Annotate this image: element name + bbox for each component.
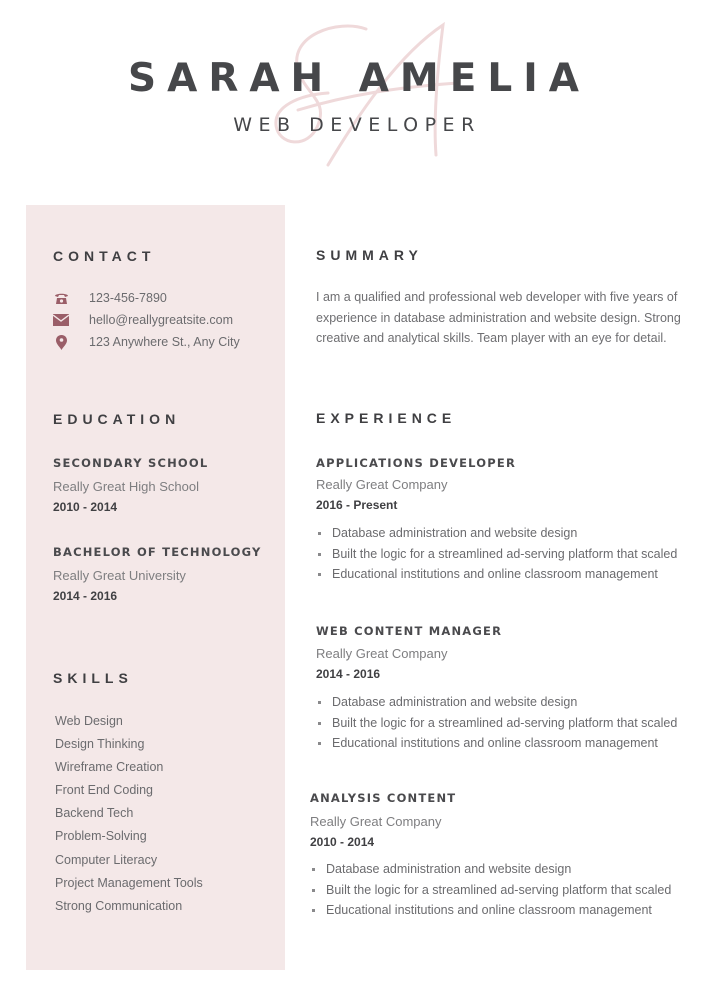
experience-heading: EXPERIENCE	[316, 410, 457, 426]
job-bullet-item: Educational institutions and online classroom management	[310, 902, 671, 923]
contact-phone	[53, 289, 167, 307]
job-bullet-item: Educational institutions and online classroom management	[316, 566, 677, 587]
job-position: ANALYSIS CONTENT	[310, 791, 457, 805]
education-years: 2014 - 2016	[53, 589, 118, 603]
mail-icon	[53, 312, 69, 328]
job-years: 2014 - 2016	[316, 667, 381, 681]
education-degree: SECONDARY SCHOOL	[53, 456, 209, 470]
contact-email	[53, 311, 234, 329]
job-bullets	[316, 694, 677, 756]
job-bullets	[310, 861, 671, 923]
skill-item: Strong Communication	[55, 898, 183, 913]
job-bullet-item: Built the logic for a streamlined ad-serving platform that scaled	[316, 715, 677, 736]
skill-item: Backend Tech	[55, 806, 134, 821]
job-position: WEB CONTENT MANAGER	[316, 624, 503, 638]
contact-address	[53, 333, 240, 351]
education-heading: EDUCATION	[53, 411, 181, 427]
education-degree: BACHELOR OF TECHNOLOGY	[53, 545, 262, 559]
job-bullet-item: Educational institutions and online classroom management	[316, 735, 677, 756]
job-company: Really Great Company	[316, 477, 448, 492]
skill-item: Design Thinking	[55, 737, 145, 752]
job-company: Really Great Company	[316, 646, 448, 661]
job-bullet-item: Database administration and website design	[316, 694, 677, 715]
skills-heading: SKILLS	[53, 670, 133, 686]
skill-item: Web Design	[55, 714, 123, 728]
skill-item: Wireframe Creation	[55, 760, 164, 775]
summary-paragraph: I am a qualified and professional web developer with five years of experience in database administration and website design. Strong creative and analytical skills. Team player with an eye for detail.	[316, 290, 681, 345]
contact-heading: CONTACT	[53, 248, 156, 264]
job-bullet-item: Built the logic for a streamlined ad-serving platform that scaled	[310, 882, 671, 903]
education-school: Really Great High School	[53, 479, 199, 494]
job-years: 2010 - 2014	[310, 835, 375, 849]
skills-list	[55, 713, 203, 921]
summary-heading: SUMMARY	[316, 247, 423, 263]
job-position: APPLICATIONS DEVELOPER	[316, 456, 517, 470]
location-pin-icon	[53, 334, 69, 350]
job-company: Really Great Company	[310, 814, 442, 829]
email-address[interactable]: hello@reallygreatsite.com	[89, 313, 234, 327]
job-years: 2016 - Present	[316, 498, 398, 512]
education-school: Really Great University	[53, 568, 186, 583]
job-bullet-item: Built the logic for a streamlined ad-serving platform that scaled	[316, 546, 677, 567]
skill-item: Computer Literacy	[55, 852, 158, 867]
skill-item: Front End Coding	[55, 783, 153, 798]
skill-item: Problem-Solving	[55, 829, 147, 844]
job-bullet-item: Database administration and website design	[316, 525, 677, 546]
candidate-role: WEB DEVELOPER	[233, 114, 481, 136]
skill-item: Project Management Tools	[55, 875, 203, 890]
education-years: 2010 - 2014	[53, 500, 118, 514]
job-bullets	[316, 525, 677, 587]
job-bullet-item: Database administration and website design	[310, 861, 671, 882]
phone-icon	[53, 290, 69, 306]
candidate-name: SARAH AMELIA	[128, 56, 590, 101]
phone-number[interactable]: 123-456-7890	[89, 291, 167, 305]
street-address: 123 Anywhere St., Any City	[89, 335, 240, 349]
